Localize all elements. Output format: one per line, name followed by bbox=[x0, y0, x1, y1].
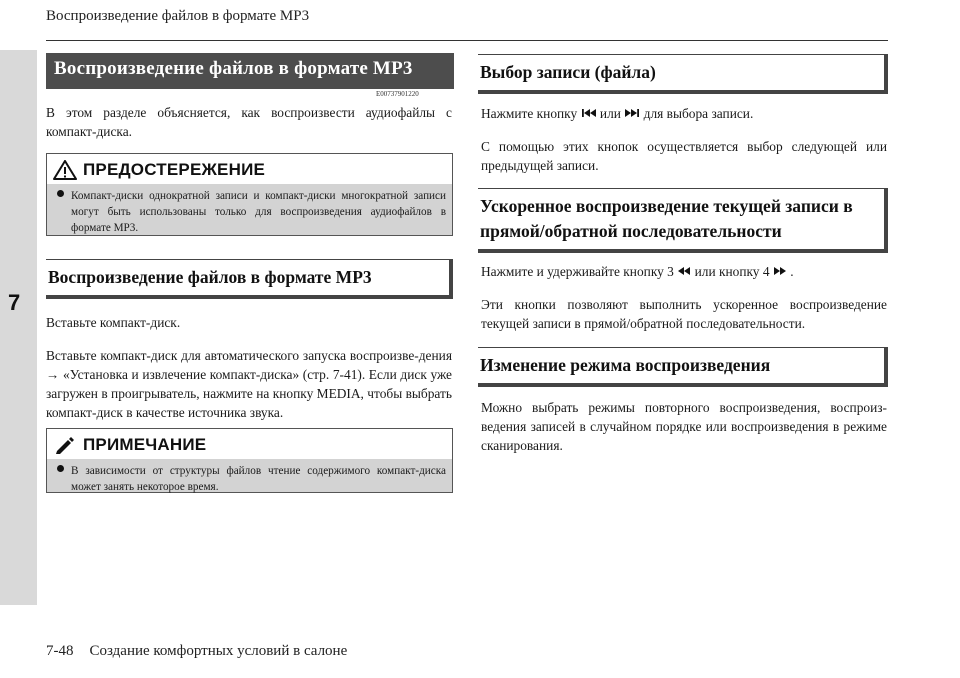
section-heading-mp3: Воспроизведение файлов в формате MP3 bbox=[46, 259, 453, 299]
note-body bbox=[47, 459, 452, 501]
skip-forward-icon bbox=[624, 106, 643, 121]
skip-back-icon bbox=[581, 106, 600, 121]
insert-disc-paragraph: Вставьте компакт-диск. bbox=[46, 315, 181, 330]
playback-mode-paragraph: Можно выбрать режимы повторного воспроизведения, воспроиз-ведения записей в случайном порядке или воспроизведения в режиме сканирования. bbox=[481, 400, 887, 453]
fast-playback-paragraph bbox=[481, 262, 887, 281]
section-heading-track-select: Выбор записи (файла) bbox=[478, 54, 888, 94]
warning-box bbox=[46, 153, 453, 236]
section-heading-fast-playback: Ускоренное воспроизведение текущей записи в прямой/обратной последовательности bbox=[478, 188, 888, 253]
warning-text: Компакт-диски однократной записи и компакт-диски многократной записи могут быть использованы только для воспроизведения аудиофайлов в формате MP3. bbox=[71, 190, 446, 234]
warning-title: ПРЕДОСТЕРЕЖЕНИЕ bbox=[83, 160, 266, 179]
chapter-number: 7 bbox=[8, 290, 21, 315]
note-text: В зависимости от структуры файлов чтение содержимого компакт-диска может занять некоторое время. bbox=[71, 465, 446, 493]
bullet-icon bbox=[57, 465, 64, 472]
track-select-text-1: Нажмите кнопку bbox=[481, 106, 578, 121]
track-select-paragraph bbox=[481, 104, 887, 123]
warning-triangle-icon bbox=[53, 160, 77, 185]
footer-section-title: Создание комфортных условий в салоне bbox=[89, 643, 348, 659]
header-rule bbox=[46, 40, 888, 41]
page-number: 7-48 bbox=[46, 643, 74, 659]
track-select-description: С помощью этих кнопок осуществляется выбор следующей или предыдущей записи. bbox=[481, 139, 887, 173]
note-box-header bbox=[47, 429, 452, 459]
track-select-text-2: или bbox=[599, 106, 621, 121]
bullet-icon bbox=[57, 190, 64, 197]
fast-playback-description: Эти кнопки позволяют выполнить ускоренное воспроизведение текущей записи в прямой/обратной последовательности. bbox=[481, 297, 887, 331]
fast-playback-text-3: . bbox=[790, 264, 794, 279]
running-header: Воспроизведение файлов в формате MP3 bbox=[46, 8, 310, 24]
note-title: ПРИМЕЧАНИЕ bbox=[83, 435, 207, 454]
note-box bbox=[46, 428, 453, 493]
playback-instructions-paragraph: Вставьте компакт-диск для автоматического запуска воспроизве-дения → «Установка и извлечение компакт-диска» (стр. 7-41). Если диск уже загружен в проигрыватель, нажмите на кнопку MEDIA, чтобы выбрать компакт-диск в качестве источника звука. bbox=[46, 348, 452, 420]
warning-box-header bbox=[47, 154, 452, 184]
fast-forward-icon bbox=[773, 264, 790, 279]
track-select-text-3: для выбора записи. bbox=[643, 106, 754, 121]
fast-playback-text-2: или кнопку 4 bbox=[694, 264, 770, 279]
section-heading-playback-mode: Изменение режима воспроизведения bbox=[478, 347, 888, 387]
chapter-side-tab bbox=[0, 50, 37, 605]
rewind-icon bbox=[677, 264, 694, 279]
fast-playback-text-1: Нажмите и удерживайте кнопку 3 bbox=[481, 264, 674, 279]
warning-body bbox=[47, 184, 452, 242]
intro-paragraph: В этом разделе объясняется, как воспроизвести аудиофайлы с компакт-диска. bbox=[46, 105, 452, 139]
pencil-note-icon bbox=[53, 435, 77, 460]
document-code: E00737901220 bbox=[376, 90, 419, 98]
page-footer bbox=[46, 643, 347, 660]
main-heading: Воспроизведение файлов в формате MP3 bbox=[46, 53, 454, 89]
